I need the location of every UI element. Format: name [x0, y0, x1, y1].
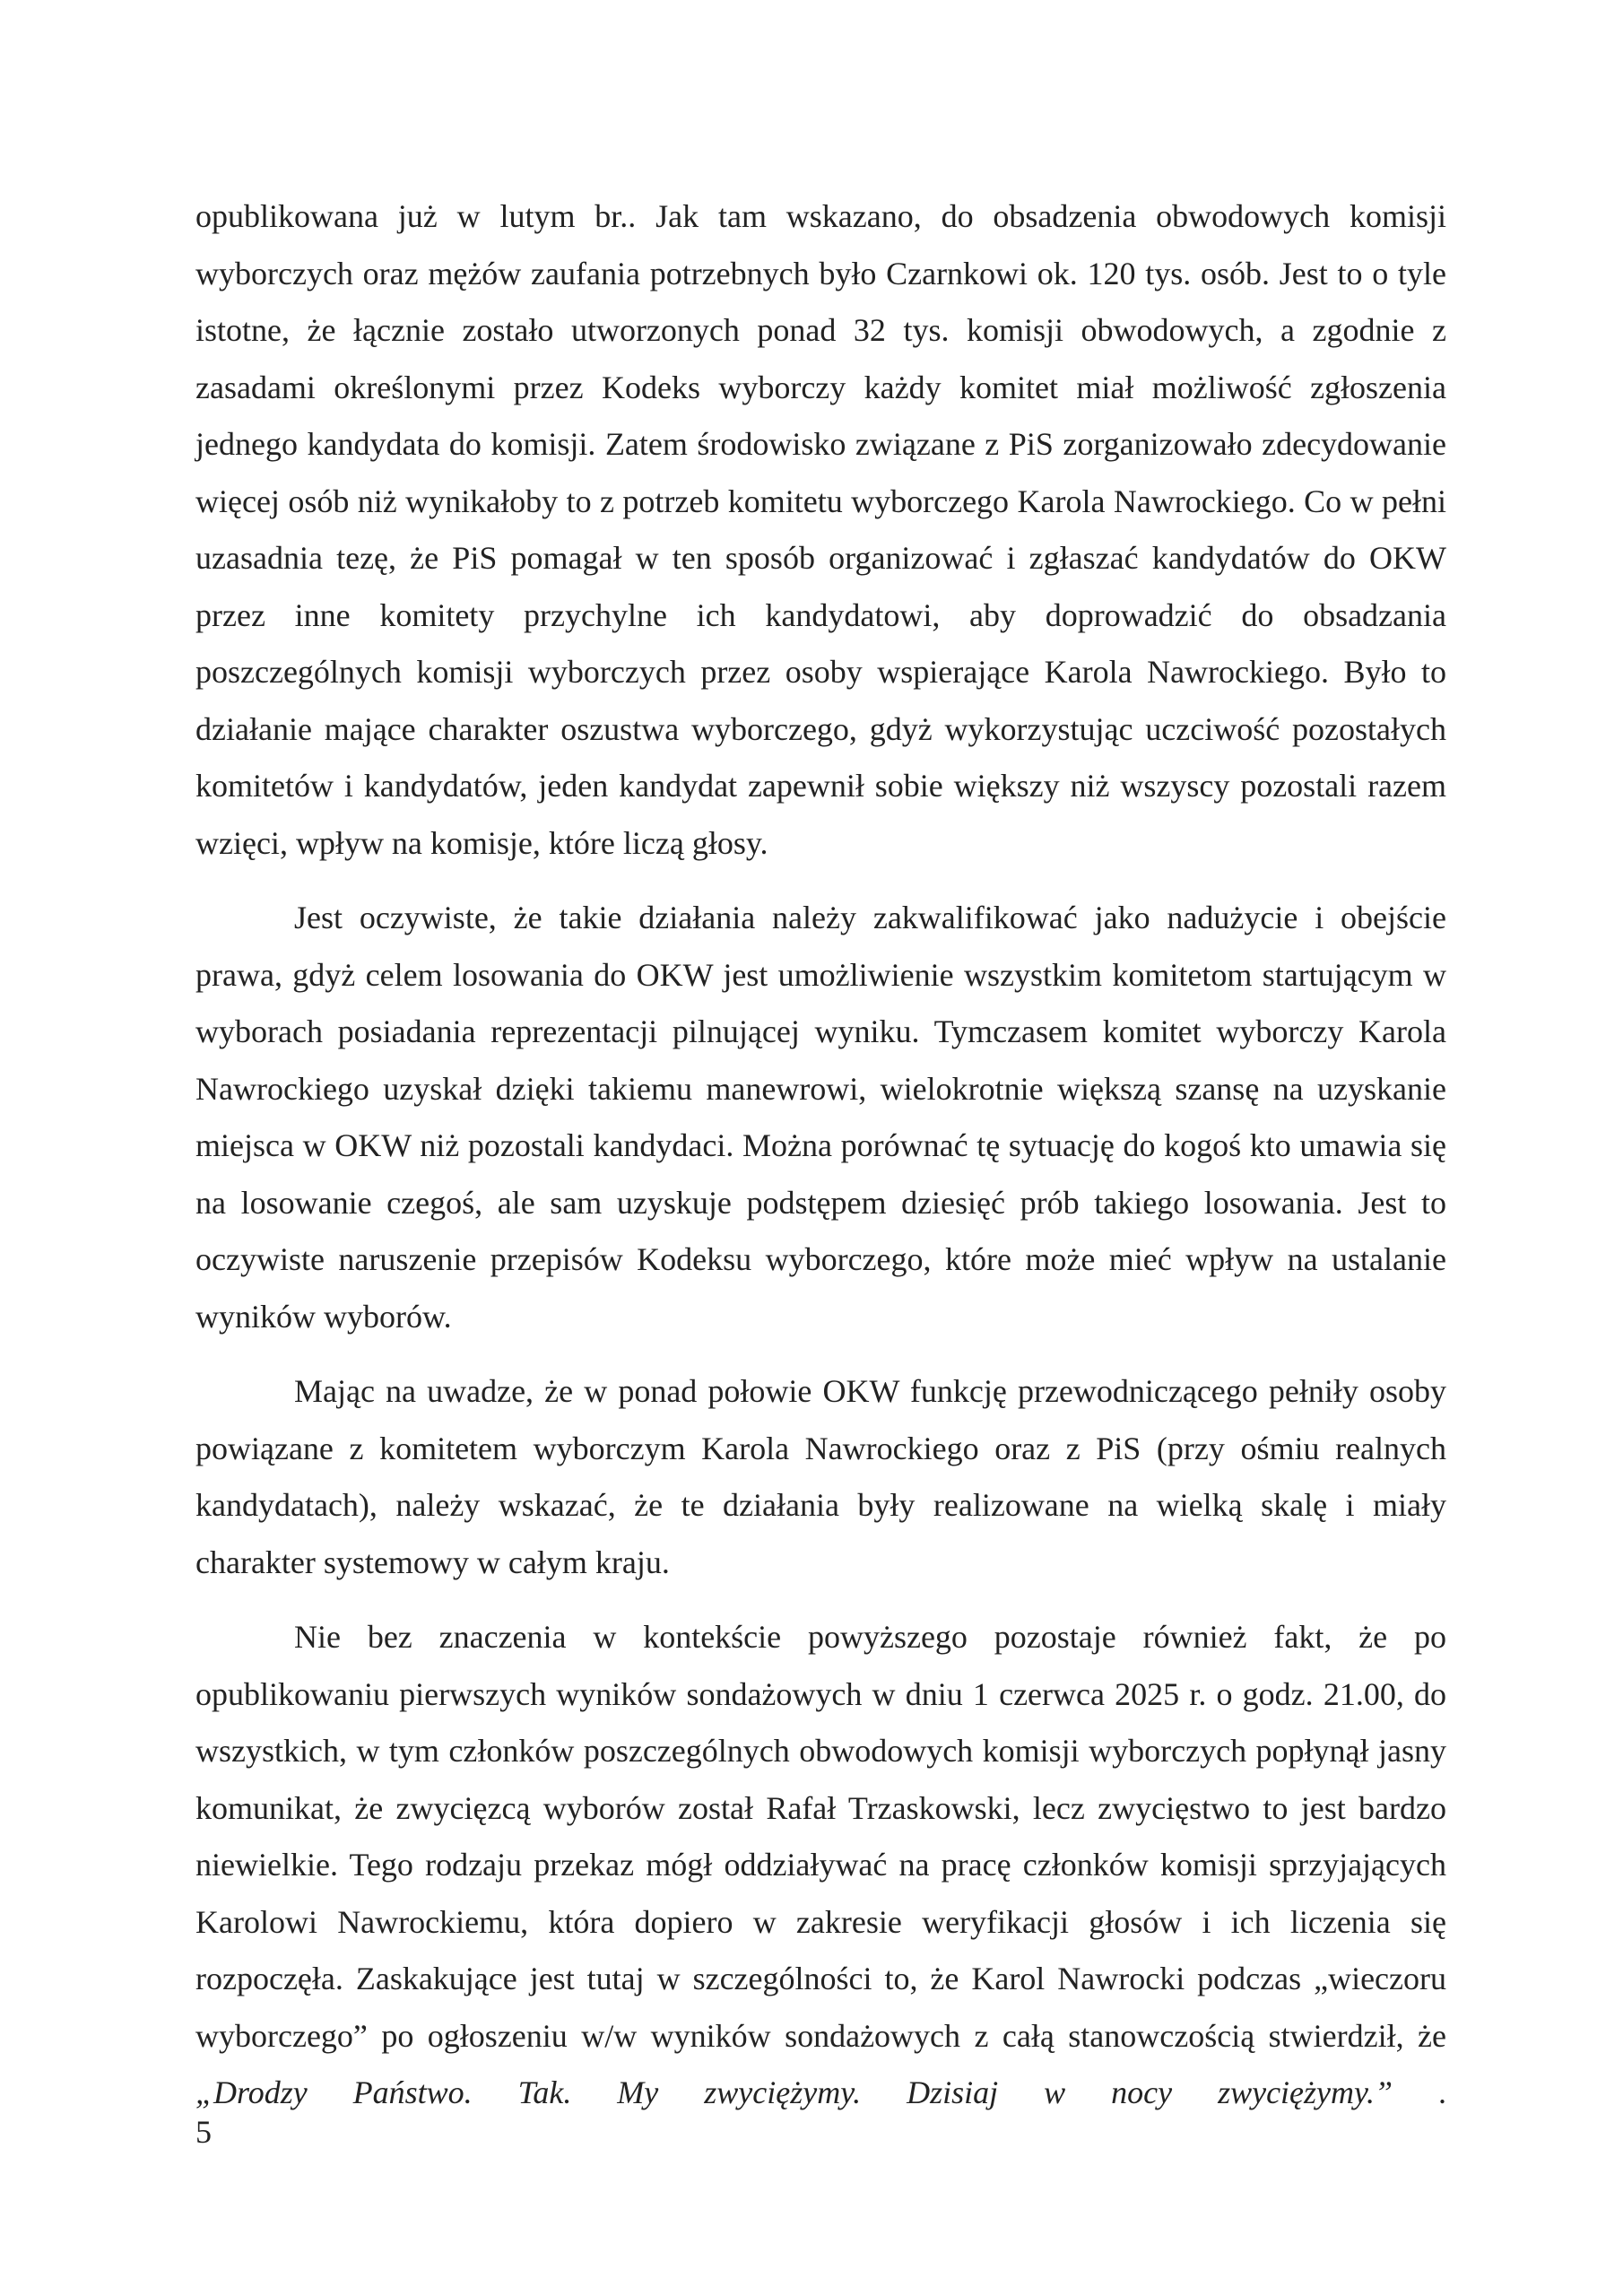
paragraph-3: Mając na uwadze, że w ponad połowie OKW funkcję przewodniczącego pełniły osoby powiązane z komitetem wyborczym Karola Nawrockiego oraz z PiS (przy ośmiu realnych kandydatach), należy wskazać, że te działania były realizowane na wielką skalę i miały charakter systemowy w całym kraju.	[195, 1373, 1446, 1580]
paragraph-4-text: Nie bez znaczenia w kontekście powyższego pozostaje również fakt, że po opublikowaniu pierwszych wyników sondażowych w dniu 1 czerwca 2025 r. o godz. 21.00, do wszystkich, w tym członków poszczególnych obwodowych komisji wyborczych popłynął jasny komunikat, że zwycięzcą wyborów został Rafał Trzaskowski, lecz zwycięstwo to jest bardzo niewielkie. Tego rodzaju przekaz mógł oddziaływać na pracę członków komisji sprzyjających Karolowi Nawrockiemu, która dopiero w zakresie weryfikacji głosów i ich liczenia się rozpoczęła. Zaskakujące jest tutaj w szczególności to, że Karol Nawrocki podczas „wieczoru wyborczego” po ogłoszeniu w/w wyników sondażowych z całą stanowczością stwierdził, że	[195, 1619, 1446, 2054]
paragraph-2: Jest oczywiste, że takie działania należy zakwalifikować jako nadużycie i obejście prawa, gdyż celem losowania do OKW jest umożliwienie wszystkim komitetom startującym w wyborach posiadania reprezentacji pilnującej wyniku. Tymczasem komitet wyborczy Karola Nawrockiego uzyskał dzięki takiemu manewrowi, wielokrotnie większą szansę na uzyskanie miejsca w OKW niż pozostali kandydaci. Można porównać tę sytuację do kogoś kto umawia się na losowanie czegoś, ale sam uzyskuje podstępem dziesięć prób takiego losowania. Jest to oczywiste naruszenie przepisów Kodeksu wyborczego, które może mieć wpływ na ustalanie wyników wyborów.	[195, 900, 1446, 1335]
document-body	[195, 188, 1446, 2122]
paragraph-4	[195, 1609, 1446, 2122]
page-number: 5	[195, 2114, 212, 2150]
quoted-statement: „Drodzy Państwo. Tak. My zwyciężymy. Dzisiaj w nocy zwyciężymy.”	[195, 2074, 1393, 2110]
paragraph-4-end: .	[1393, 2074, 1447, 2110]
paragraph-1: opublikowana już w lutym br.. Jak tam wskazano, do obsadzenia obwodowych komisji wyborczych oraz mężów zaufania potrzebnych było Czarnkowi ok. 120 tys. osób. Jest to o tyle istotne, że łącznie zostało utworzonych ponad 32 tys. komisji obwodowych, a zgodnie z zasadami określonymi przez Kodeks wyborczy każdy komitet miał możliwość zgłoszenia jednego kandydata do komisji. Zatem środowisko związane z PiS zorganizowało zdecydowanie więcej osób niż wynikałoby to z potrzeb komitetu wyborczego Karola Nawrockiego. Co w pełni uzasadnia tezę, że PiS pomagał w ten sposób organizować i zgłaszać kandydatów do OKW przez inne komitety przychylne ich kandydatowi, aby doprowadzić do obsadzania poszczególnych komisji wyborczych przez osoby wspierające Karola Nawrockiego. Było to działanie mające charakter oszustwa wyborczego, gdyż wykorzystując uczciwość pozostałych komitetów i kandydatów, jeden kandydat zapewnił sobie większy niż wszyscy pozostali razem wzięci, wpływ na komisje, które liczą głosy.	[195, 198, 1446, 861]
